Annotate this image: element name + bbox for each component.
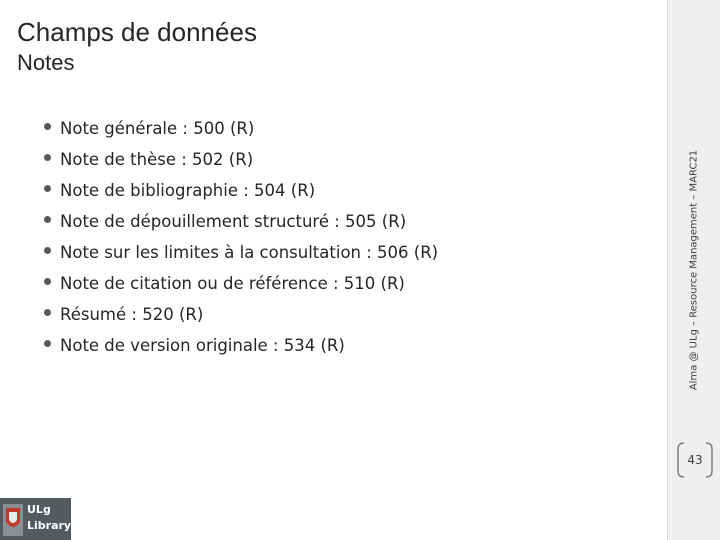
logo-line-ulg: ULg xyxy=(27,503,51,516)
bullet-text: Note de version originale : 534 (R) xyxy=(60,336,345,355)
bullet-item xyxy=(44,299,438,330)
slide-title: Champs de données xyxy=(17,17,257,47)
bullet-icon xyxy=(44,278,51,285)
ulg-library-logo xyxy=(0,498,71,540)
footer-vertical-text: Alma @ ULg – Resource Management – MARC21 xyxy=(688,149,700,391)
slide-subtitle: Notes xyxy=(17,50,75,75)
page-number-badge xyxy=(676,441,714,479)
bullet-item xyxy=(44,237,438,268)
bullet-item xyxy=(44,268,438,299)
bullet-text: Résumé : 520 (R) xyxy=(60,305,204,324)
bullet-text: Note de citation ou de référence : 510 (R) xyxy=(60,274,405,293)
bullet-icon xyxy=(44,185,51,192)
bullet-text: Note de bibliographie : 504 (R) xyxy=(60,181,316,200)
bullet-list xyxy=(44,113,438,361)
bullet-icon xyxy=(44,216,51,223)
bullet-text: Note de thèse : 502 (R) xyxy=(60,150,254,169)
bullet-item xyxy=(44,144,438,175)
bullet-icon xyxy=(44,154,51,161)
bullet-icon xyxy=(44,247,51,254)
bullet-item xyxy=(44,330,438,361)
bullet-icon xyxy=(44,123,51,130)
bullet-text: Note de dépouillement structuré : 505 (R) xyxy=(60,212,407,231)
ulg-crest-icon xyxy=(2,502,24,538)
bullet-text: Note sur les limites à la consultation : 506 (R) xyxy=(60,243,439,262)
bullet-item xyxy=(44,113,438,144)
logo-line-library: Library xyxy=(27,519,72,532)
logo-text xyxy=(27,502,71,534)
bullet-icon xyxy=(44,340,51,347)
bullet-item xyxy=(44,206,438,237)
page-number: 43 xyxy=(687,453,703,467)
bullet-text: Note générale : 500 (R) xyxy=(60,119,255,138)
bullet-item xyxy=(44,175,438,206)
bullet-icon xyxy=(44,309,51,316)
